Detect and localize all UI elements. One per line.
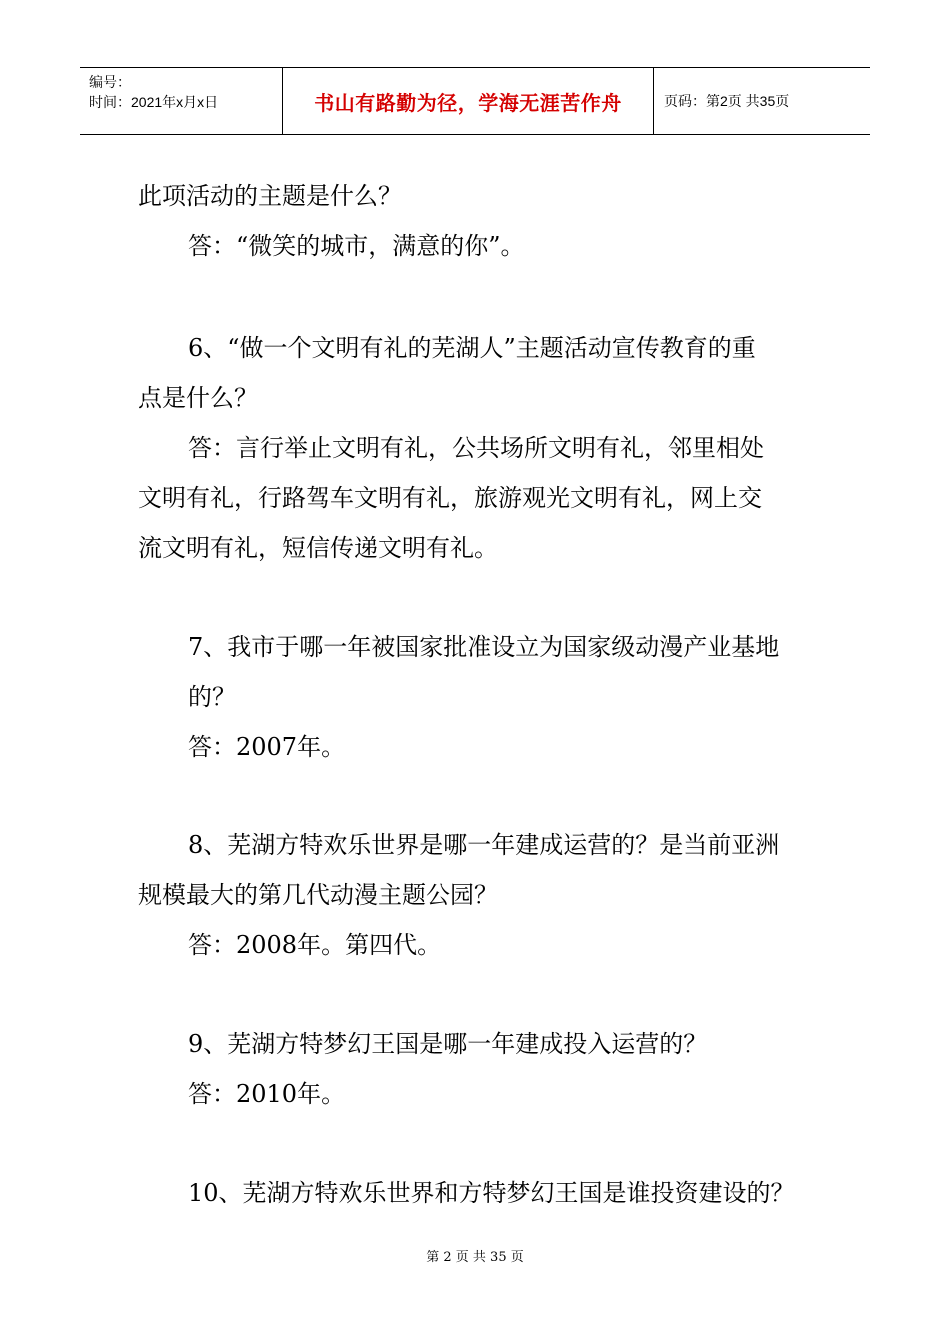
question-10: 10、芜湖方特欢乐世界和方特梦幻王国是谁投资建设的？ bbox=[188, 1179, 795, 1207]
answer-5: 答：“微笑的城市，满意的你”。 bbox=[188, 232, 525, 260]
answer-9: 答：2010年。 bbox=[188, 1080, 346, 1108]
question-9: 9、芜湖方特梦幻王国是哪一年建成投入运营的？ bbox=[188, 1030, 708, 1058]
header-motto: 书山有路勤为径，学海无涯苦作舟 bbox=[314, 90, 622, 115]
header-page-cell bbox=[654, 68, 870, 134]
answer-6-line-3: 流文明有礼，短信传递文明有礼。 bbox=[138, 534, 498, 562]
header-motto-cell bbox=[283, 68, 654, 134]
question-6-line-1: 6、“做一个文明有礼的芜湖人”主题活动宣传教育的重 bbox=[188, 334, 756, 362]
question-5-continued: 此项活动的主题是什么？ bbox=[138, 182, 402, 210]
question-8-line-2: 规模最大的第几代动漫主题公园？ bbox=[138, 881, 498, 909]
question-6-line-2: 点是什么？ bbox=[138, 384, 258, 412]
page-header bbox=[80, 67, 870, 135]
page-footer: 第 2 页 共 35 页 bbox=[426, 1250, 524, 1265]
question-7-line-1: 7、我市于哪一年被国家批准设立为国家级动漫产业基地 bbox=[188, 633, 780, 661]
document-number-label: 编号： bbox=[89, 74, 131, 90]
header-meta-cell bbox=[80, 68, 283, 134]
answer-6-line-2: 文明有礼，行路驾车文明有礼，旅游观光文明有礼，网上交 bbox=[138, 484, 762, 512]
document-date-label: 时间：2021年x月x日 bbox=[89, 94, 219, 110]
answer-8: 答：2008年。第四代。 bbox=[188, 931, 442, 959]
answer-7: 答：2007年。 bbox=[188, 733, 346, 761]
question-8-line-1: 8、芜湖方特欢乐世界是哪一年建成运营的？是当前亚洲 bbox=[188, 831, 780, 859]
answer-6-line-1: 答：言行举止文明有礼，公共场所文明有礼，邻里相处 bbox=[188, 434, 764, 462]
header-page-info: 页码：第2页 共35页 bbox=[664, 93, 790, 109]
question-7-line-2: 的？ bbox=[188, 683, 236, 711]
